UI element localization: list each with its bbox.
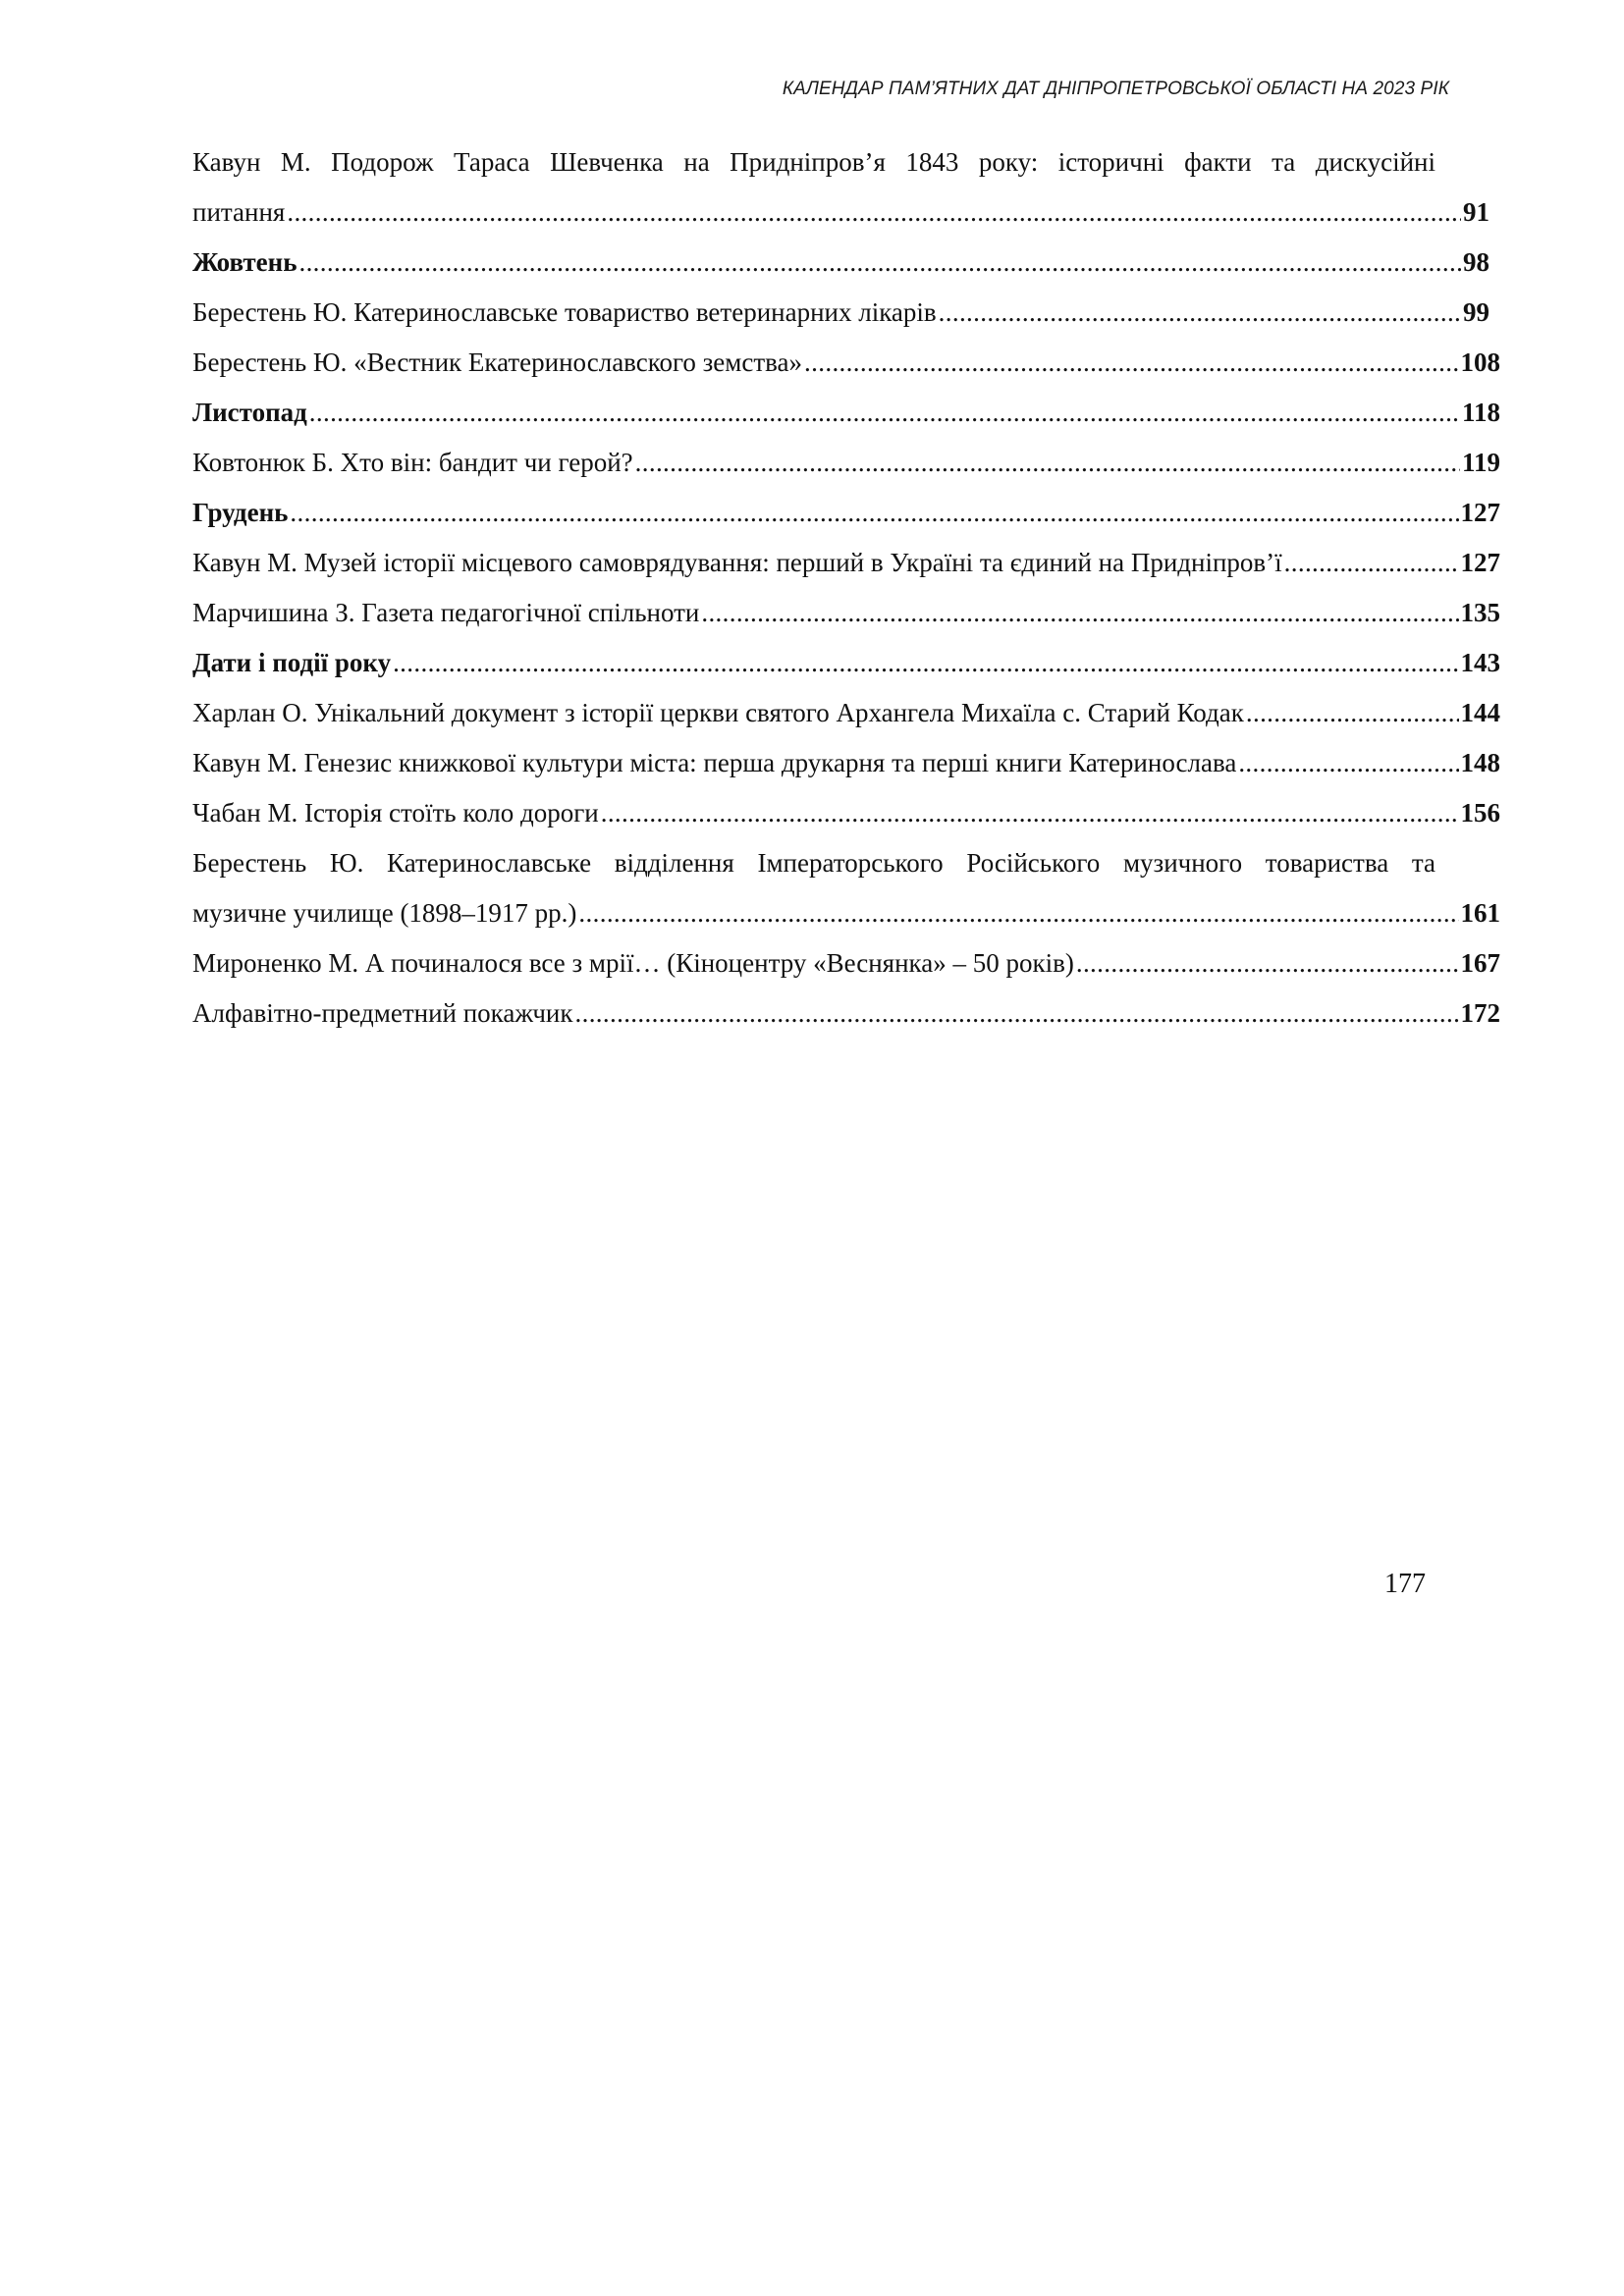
dot-leader xyxy=(298,238,1461,288)
dot-leader xyxy=(287,187,1461,238)
toc-section-heading xyxy=(192,638,1500,688)
toc-entry-title: Берестень Ю. «Вестник Екатеринославского земства» xyxy=(192,347,803,377)
toc-page-number: 118 xyxy=(1461,398,1500,427)
toc-entry-title: музичне училище (1898–1917 рр.) xyxy=(192,898,577,928)
toc-entry-title: Алфавітно-предметний покажчик xyxy=(192,998,573,1028)
toc-section-heading xyxy=(192,388,1500,438)
toc-entry-title: Кавун М. Генезис книжкової культури міста: перша друкарня та перші книги Катеринослава xyxy=(192,748,1237,777)
toc-entry-title-line: Кавун М. Подорож Тараса Шевченка на Придніпров’я 1843 року: історичні факти та дискусійні xyxy=(192,147,1435,177)
toc-entry-title: Марчишина З. Газета педагогічної спільноти xyxy=(192,598,700,627)
dot-leader xyxy=(309,388,1460,438)
toc-page-number: 127 xyxy=(1460,498,1500,527)
dot-leader xyxy=(1238,738,1458,788)
toc-entry-title-line: Берестень Ю. Катеринославське відділення Імператорського Російського музичного товариства та xyxy=(192,848,1435,878)
toc-page-number: 135 xyxy=(1460,598,1500,627)
toc-page-number: 108 xyxy=(1460,347,1500,377)
toc-entry xyxy=(192,838,1500,938)
toc-entry xyxy=(192,988,1500,1039)
toc-entry xyxy=(192,438,1500,488)
toc-page-number: 143 xyxy=(1460,648,1500,677)
dot-leader xyxy=(1076,938,1459,988)
toc-entry xyxy=(192,938,1500,988)
toc-page-number: 156 xyxy=(1460,798,1500,828)
toc-page-number: 98 xyxy=(1463,247,1489,277)
toc-entry-title: Ковтонюк Б. Хто він: бандит чи герой? xyxy=(192,448,633,477)
dot-leader xyxy=(601,788,1459,838)
toc-entry xyxy=(192,738,1500,788)
toc-page-number: 172 xyxy=(1460,998,1500,1028)
toc-page-number: 144 xyxy=(1460,698,1500,727)
toc-entry xyxy=(192,538,1500,588)
toc-entry-title: Харлан О. Унікальний документ з історії церкви святого Архангела Михаїла с. Старий Кодак xyxy=(192,698,1244,727)
toc-entry-title: Берестень Ю. Катеринославське товариство ветеринарних лікарів xyxy=(192,297,937,327)
toc-entry xyxy=(192,588,1500,638)
toc-page-number: 99 xyxy=(1463,297,1489,327)
dot-leader xyxy=(701,588,1458,638)
dot-leader xyxy=(290,488,1458,538)
toc-entry xyxy=(192,137,1500,238)
toc-entry-title: Грудень xyxy=(192,498,289,527)
dot-leader xyxy=(1246,688,1459,738)
toc-page-number: 119 xyxy=(1461,448,1500,477)
toc-entry xyxy=(192,788,1500,838)
toc-page-number: 167 xyxy=(1460,948,1500,978)
dot-leader xyxy=(1284,538,1459,588)
toc-section-heading xyxy=(192,488,1500,538)
toc-entry-title: Чабан М. Історія стоїть коло дороги xyxy=(192,798,599,828)
running-header: КАЛЕНДАР ПАМ’ЯТНИХ ДАТ ДНІПРОПЕТРОВСЬКОЇ ОБЛАСТІ НА 2023 РІК xyxy=(782,79,1449,99)
table-of-contents xyxy=(192,137,1500,1039)
toc-page-number: 161 xyxy=(1460,898,1500,928)
toc-entry-title: Жовтень xyxy=(192,247,298,277)
toc-entry-title: Дати і події року xyxy=(192,648,392,677)
dot-leader xyxy=(575,988,1459,1039)
dot-leader xyxy=(804,338,1458,388)
toc-entry xyxy=(192,688,1500,738)
toc-page-number: 91 xyxy=(1463,197,1489,227)
toc-page-number: 127 xyxy=(1460,548,1500,577)
dot-leader xyxy=(578,888,1458,938)
dot-leader xyxy=(939,288,1461,338)
toc-entry-title: Кавун М. Музей історії місцевого самоврядування: перший в Україні та єдиний на Придніпров’ї xyxy=(192,548,1282,577)
toc-entry-title: Листопад xyxy=(192,398,307,427)
toc-entry xyxy=(192,338,1500,388)
toc-entry xyxy=(192,288,1500,338)
toc-page-number: 148 xyxy=(1460,748,1500,777)
dot-leader xyxy=(635,438,1460,488)
dot-leader xyxy=(393,638,1458,688)
toc-section-heading xyxy=(192,238,1500,288)
page-number: 177 xyxy=(1384,1569,1426,1599)
toc-entry-title: Мироненко М. А починалося все з мрії… (Кіноцентру «Веснянка» – 50 років) xyxy=(192,948,1074,978)
toc-entry-title: питання xyxy=(192,197,286,227)
